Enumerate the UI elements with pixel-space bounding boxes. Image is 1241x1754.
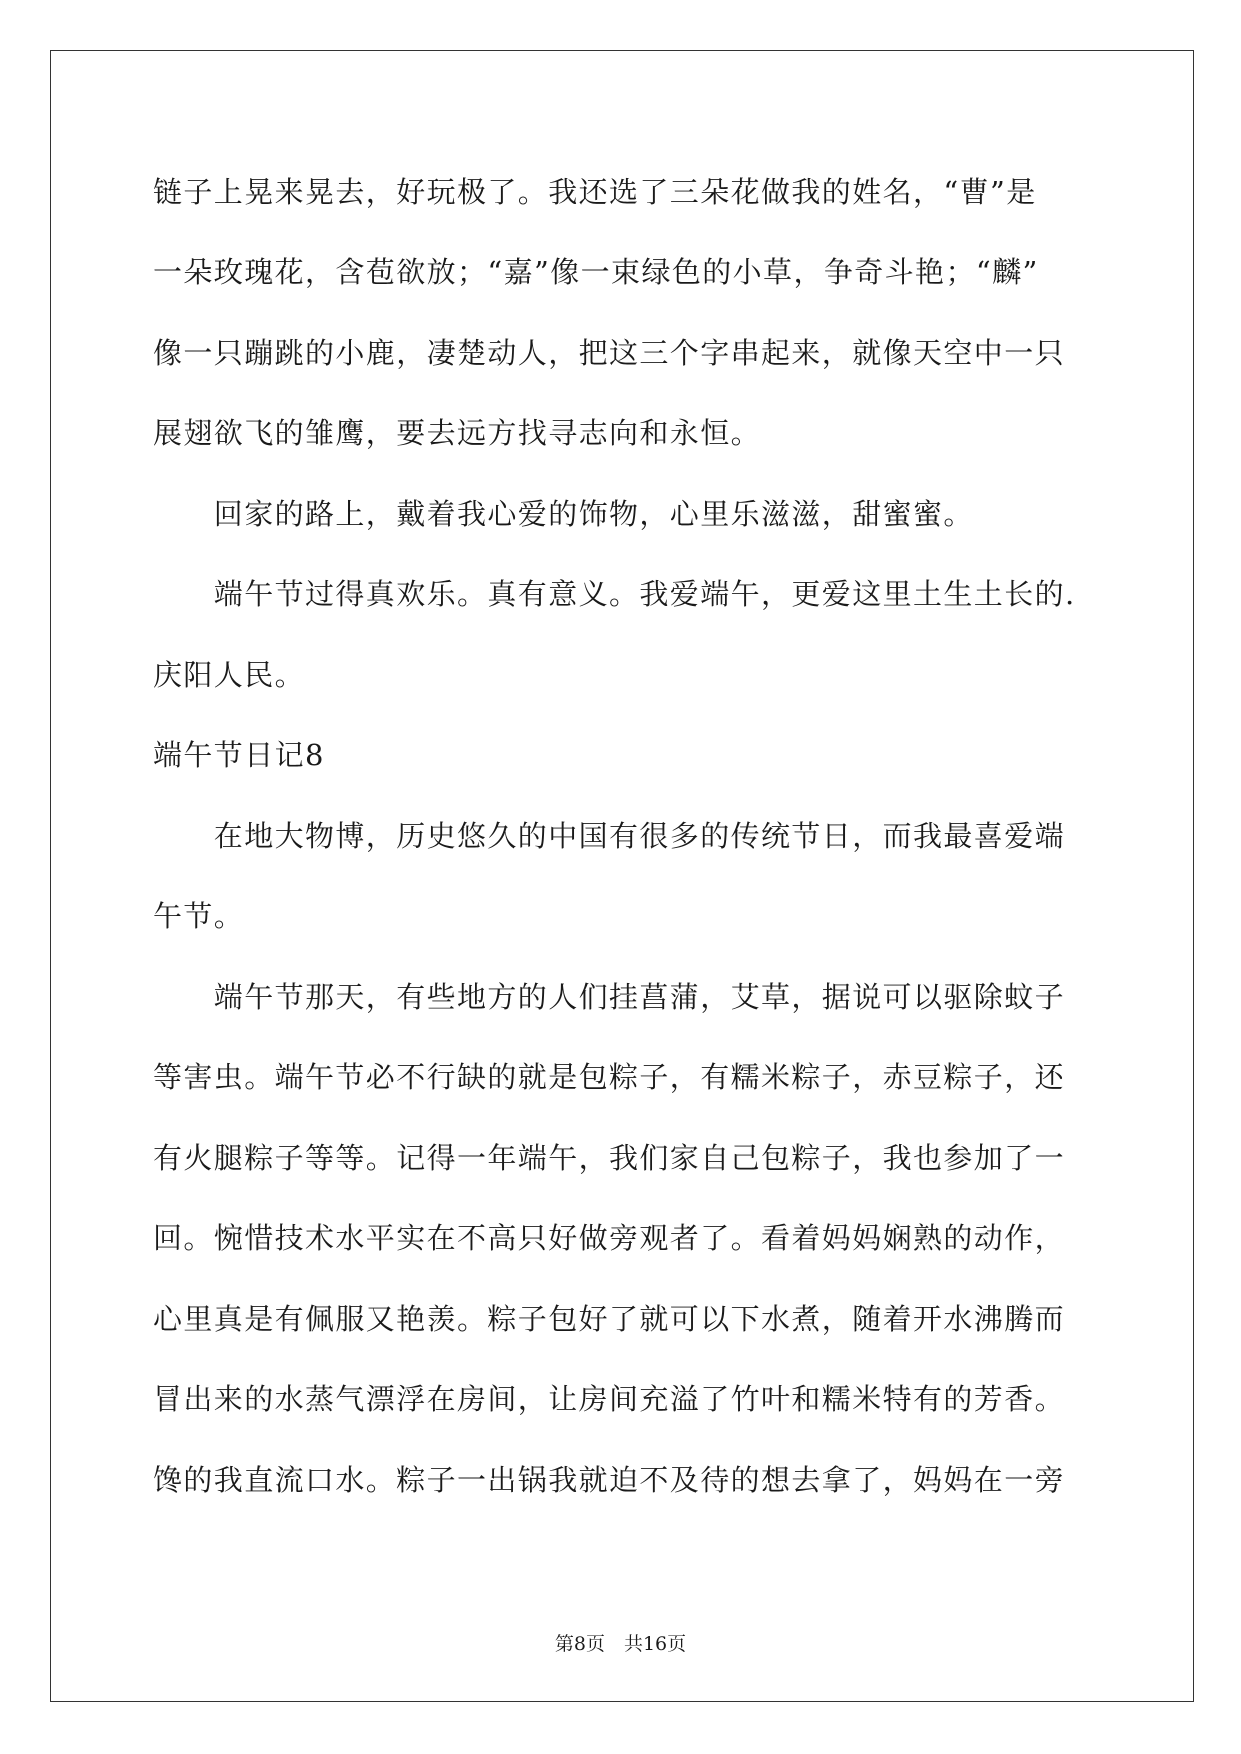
text-line: 馋的我直流口水。粽子一出锅我就迫不及待的想去拿了，妈妈在一旁: [153, 1463, 1066, 1497]
text-line: 回家的路上，戴着我心爱的饰物，心里乐滋滋，甜蜜蜜。: [153, 497, 974, 531]
text-line: 端午节那天，有些地方的人们挂菖蒲，艾草，据说可以驱除蚊子: [153, 980, 1066, 1014]
text-line: 一朵玫瑰花，含苞欲放；“嘉”像一束绿色的小草，争奇斗艳；“麟”: [153, 255, 1039, 289]
text-line: 链子上晃来晃去，好玩极了。我还选了三朵花做我的姓名，“曹”是: [153, 175, 1037, 209]
text-line: 冒出来的水蒸气漂浮在房间，让房间充溢了竹叶和糯米特有的芳香。: [153, 1382, 1066, 1416]
text-line: 等害虫。端午节必不行缺的就是包粽子，有糯米粽子，赤豆粽子，还: [153, 1060, 1066, 1094]
text-line: 端午节过得真欢乐。真有意义。我爱端午，更爱这里土生土长的.: [153, 577, 1076, 611]
text-line: 午节。: [153, 899, 245, 933]
page-border: [50, 50, 1194, 1702]
text-line: 回。惋惜技术水平实在不高只好做旁观者了。看着妈妈娴熟的动作，: [153, 1221, 1066, 1255]
text-line: 庆阳人民。: [153, 658, 306, 692]
section-heading: 端午节日记8: [153, 738, 325, 772]
page-number: 第8页 共16页: [554, 1633, 687, 1655]
text-line: 像一只蹦跳的小鹿，凄楚动人，把这三个字串起来，就像天空中一只: [153, 336, 1066, 370]
text-line: 展翅欲飞的雏鹰，要去远方找寻志向和永恒。: [153, 416, 762, 450]
text-line: 有火腿粽子等等。记得一年端午，我们家自己包粽子，我也参加了一: [153, 1141, 1066, 1175]
text-line: 在地大物博，历史悠久的中国有很多的传统节日，而我最喜爱端: [153, 819, 1066, 853]
text-line: 心里真是有佩服又艳羡。粽子包好了就可以下水煮，随着开水沸腾而: [153, 1302, 1066, 1336]
